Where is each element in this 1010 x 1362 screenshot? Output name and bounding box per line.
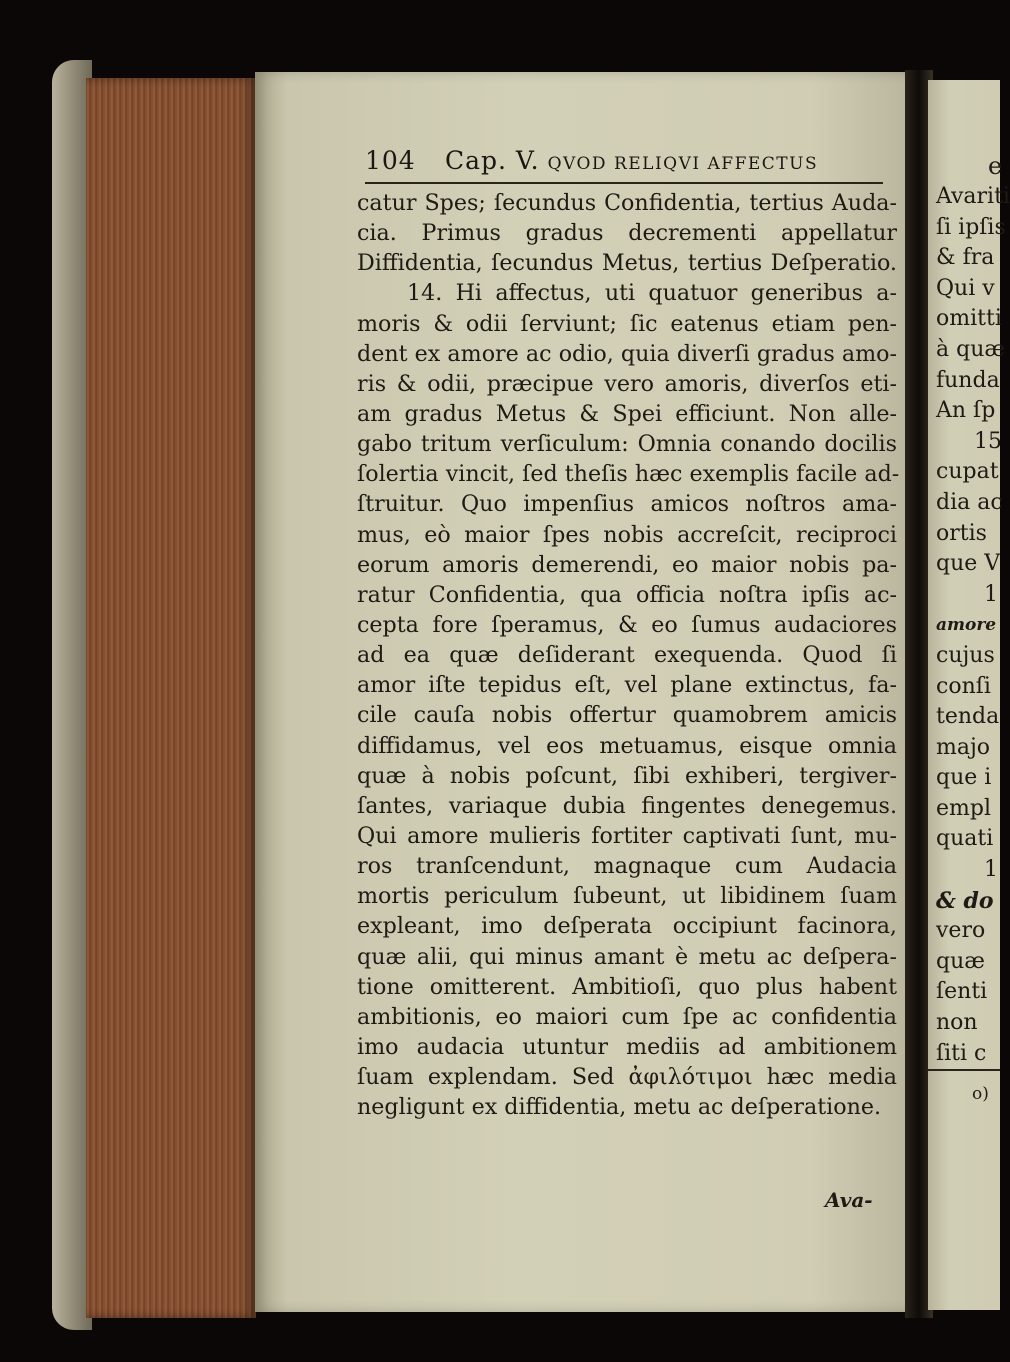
- text-line: cile cauſa nobis offertur quamobrem amicis: [357, 702, 897, 729]
- body-text: [357, 188, 900, 1122]
- right-page-line: tenda: [936, 704, 1000, 730]
- running-head: [365, 146, 895, 182]
- text-line: expleant, imo deſperata occipiunt facinora,: [357, 913, 897, 940]
- text-line: dent ex amore ac odio, quia diverſi gradus amo-: [357, 340, 897, 367]
- right-page-line: amore: [936, 615, 997, 636]
- right-page-line: cujus: [936, 642, 995, 668]
- chapter-label: Cap. V.: [445, 146, 540, 175]
- catchword: Ava-: [825, 1188, 873, 1212]
- right-page-line: o): [972, 1084, 989, 1105]
- chapter-title: QVOD RELIQVI AFFECTUS: [547, 154, 819, 174]
- right-page-line: cupat: [936, 459, 999, 485]
- text-line: cia. Primus gradus decrementi appellatur: [357, 220, 897, 247]
- text-line: 14. Hi affectus, uti quatuor generibus a-: [407, 280, 897, 307]
- text-line: Diffidentia, ſecundus Metus, tertius Deſperatio.: [357, 250, 897, 277]
- right-page-line: 1: [984, 857, 998, 883]
- text-line: mortis periculum ſubeunt, ut libidinem ſuam: [357, 883, 897, 910]
- right-page-line: quæ: [936, 948, 985, 974]
- right-page-line: dia ac: [936, 489, 1003, 515]
- text-line: catur Spes; ſecundus Confidentia, tertius Auda-: [357, 190, 897, 216]
- right-page-line: ſi ipſis: [936, 214, 1006, 240]
- text-line: negligunt ex diffidentia, metu ac deſperatione.: [357, 1094, 882, 1121]
- right-page-line: omitti: [936, 306, 1002, 332]
- right-page-line: ortis: [936, 520, 987, 546]
- right-page: [928, 80, 1010, 1310]
- text-line: cepta fore ſperamus, & eo ſumus audaciores: [357, 611, 897, 638]
- right-page-line: & do: [936, 887, 994, 914]
- text-line: quæ alii, qui minus amant è metu ac deſpera-: [357, 943, 897, 970]
- right-page-line: 15: [974, 428, 1002, 454]
- text-line: Qui amore mulieris fortiter captivati ſunt, mu-: [357, 822, 897, 849]
- right-page-line: Avariti: [936, 184, 1010, 209]
- right-page-head: e: [988, 152, 1003, 180]
- text-line: gabo tritum verſiculum: Omnia conando docilis: [357, 431, 897, 458]
- right-page-line: à quæ: [936, 336, 1006, 362]
- page-number: 104: [365, 146, 416, 175]
- text-line: diffidamus, vel eos metuamus, eisque omnia: [357, 732, 897, 759]
- text-line: eorum amoris demerendi, eo maior nobis pa-: [357, 551, 897, 578]
- text-line: ſtruitur. Quo impenſius amicos noſtros ama-: [357, 491, 897, 518]
- text-line: ſuam explendam. Sed ἀφιλότιμοι hæc media: [357, 1064, 897, 1091]
- text-line: mus, eò maior ſpes nobis accreſcit, reciproci: [357, 521, 897, 548]
- right-page-line: majo: [936, 734, 991, 760]
- text-line: ros tranſcendunt, magnaque cum Audacia: [357, 853, 897, 880]
- right-page-line: ſiti c: [936, 1040, 987, 1066]
- text-line: ris & odii, præcipue vero amoris, diverſos eti-: [357, 370, 897, 397]
- text-line: am gradus Metus & Spei efficiunt. Non alle-: [357, 400, 897, 427]
- right-page-line: & fra: [936, 245, 995, 271]
- header-rule: [365, 182, 883, 184]
- right-page-line: conſi: [936, 673, 991, 699]
- text-line: ſantes, variaque dubia fingentes denegemus.: [357, 792, 897, 819]
- right-page-line: que i: [936, 765, 992, 791]
- text-line: moris & odii ſerviunt; ſic eatenus etiam pen-: [357, 310, 897, 337]
- text-line: amor iſte tepidus eſt, vel plane extinctus, fa-: [357, 672, 897, 699]
- text-line: tione omitterent. Ambitioſi, quo plus habent: [357, 973, 897, 1000]
- text-line: quæ à nobis poſcunt, ſibi exhiberi, tergiver-: [357, 762, 897, 789]
- text-line: imo audacia utuntur mediis ad ambitionem: [357, 1033, 897, 1060]
- text-line: ambitionis, eo maiori cum ſpe ac confidentia: [357, 1003, 897, 1030]
- right-page-line: que V: [936, 551, 1001, 577]
- right-page-line: [928, 1069, 1000, 1079]
- right-page-line: non: [936, 1010, 978, 1036]
- right-page-line: quati: [936, 826, 994, 852]
- right-page-line: 1: [984, 581, 998, 607]
- right-page-line: Qui v: [936, 275, 995, 301]
- right-page-line: An ſp: [936, 398, 996, 424]
- right-page-line: funda: [936, 367, 1000, 393]
- right-page-line: vero: [936, 918, 986, 944]
- right-page-line: ſenti: [936, 979, 988, 1005]
- text-line: ſolertia vincit, ſed theſis hæc exemplis facile ad-: [357, 461, 900, 488]
- right-page-line: empl: [936, 795, 991, 821]
- text-line: ad ea quæ deſiderant exequenda. Quod ſi: [357, 642, 897, 669]
- page-block: [86, 78, 256, 1318]
- text-line: ratur Confidentia, qua officia noſtra ipſis ac-: [357, 581, 897, 608]
